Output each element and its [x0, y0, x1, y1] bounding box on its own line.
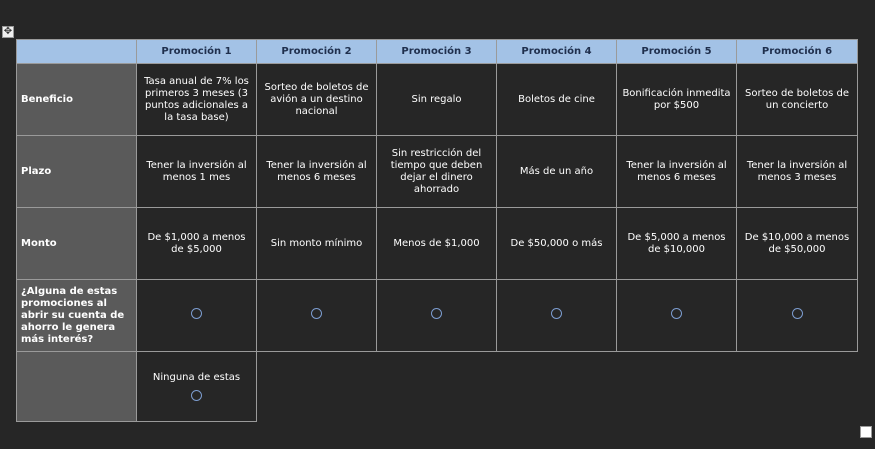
row-monto — [17, 208, 858, 280]
row-label-beneficio: Beneficio — [17, 64, 137, 136]
radio-cell-1 — [137, 280, 257, 352]
cell-plazo-2: Tener la inversión al menos 6 meses — [257, 136, 377, 208]
header-promo-1: Promoción 1 — [137, 40, 257, 64]
radio-cell-6 — [737, 280, 858, 352]
header-row — [17, 40, 858, 64]
empty-spacer-cell — [377, 352, 497, 422]
row-none — [17, 352, 858, 422]
radio-none[interactable] — [191, 390, 202, 401]
radio-cell-3 — [377, 280, 497, 352]
header-promo-6: Promoción 6 — [737, 40, 858, 64]
cell-monto-1: De $1,000 a menos de $5,000 — [137, 208, 257, 280]
header-promo-5: Promoción 5 — [617, 40, 737, 64]
cell-beneficio-1: Tasa anual de 7% los primeros 3 meses (3 puntos adicionales a la tasa base) — [137, 64, 257, 136]
radio-promo-1[interactable] — [191, 308, 202, 319]
radio-cell-2 — [257, 280, 377, 352]
none-label: Ninguna de estas — [152, 372, 241, 383]
table-move-handle[interactable] — [2, 26, 14, 38]
resize-handle-icon[interactable] — [860, 426, 872, 438]
question-label: ¿Alguna de estas promociones al abrir su cuenta de ahorro le genera más interés? — [17, 280, 137, 352]
row-label-plazo: Plazo — [17, 136, 137, 208]
radio-promo-5[interactable] — [671, 308, 682, 319]
header-promo-2: Promoción 2 — [257, 40, 377, 64]
cell-beneficio-2: Sorteo de boletos de avión a un destino nacional — [257, 64, 377, 136]
cell-plazo-6: Tener la inversión al menos 3 meses — [737, 136, 858, 208]
move-icon: ✥ — [3, 26, 13, 37]
radio-promo-2[interactable] — [311, 308, 322, 319]
radio-promo-4[interactable] — [551, 308, 562, 319]
cell-beneficio-5: Bonificación inmedita por $500 — [617, 64, 737, 136]
header-corner-cell — [17, 40, 137, 64]
row-plazo — [17, 136, 858, 208]
header-promo-3: Promoción 3 — [377, 40, 497, 64]
header-promo-4: Promoción 4 — [497, 40, 617, 64]
promotions-table — [16, 39, 858, 422]
radio-promo-6[interactable] — [792, 308, 803, 319]
cell-monto-4: De $50,000 o más — [497, 208, 617, 280]
cell-beneficio-3: Sin regalo — [377, 64, 497, 136]
cell-monto-6: De $10,000 a menos de $50,000 — [737, 208, 858, 280]
cell-plazo-4: Más de un año — [497, 136, 617, 208]
cell-beneficio-6: Sorteo de boletos de un concierto — [737, 64, 858, 136]
empty-spacer-cell — [737, 352, 858, 422]
cell-beneficio-4: Boletos de cine — [497, 64, 617, 136]
radio-cell-4 — [497, 280, 617, 352]
none-row-label-empty — [17, 352, 137, 422]
empty-spacer-cell — [617, 352, 737, 422]
cell-monto-2: Sin monto mínimo — [257, 208, 377, 280]
cell-plazo-5: Tener la inversión al menos 6 meses — [617, 136, 737, 208]
cell-monto-5: De $5,000 a menos de $10,000 — [617, 208, 737, 280]
row-label-monto: Monto — [17, 208, 137, 280]
cell-plazo-1: Tener la inversión al menos 1 mes — [137, 136, 257, 208]
radio-cell-5 — [617, 280, 737, 352]
row-beneficio — [17, 64, 858, 136]
cell-plazo-3: Sin restricción del tiempo que deben dejar el dinero ahorrado — [377, 136, 497, 208]
radio-promo-3[interactable] — [431, 308, 442, 319]
cell-monto-3: Menos de $1,000 — [377, 208, 497, 280]
empty-spacer-cell — [257, 352, 377, 422]
none-cell — [137, 352, 257, 422]
row-question — [17, 280, 858, 352]
empty-spacer-cell — [497, 352, 617, 422]
